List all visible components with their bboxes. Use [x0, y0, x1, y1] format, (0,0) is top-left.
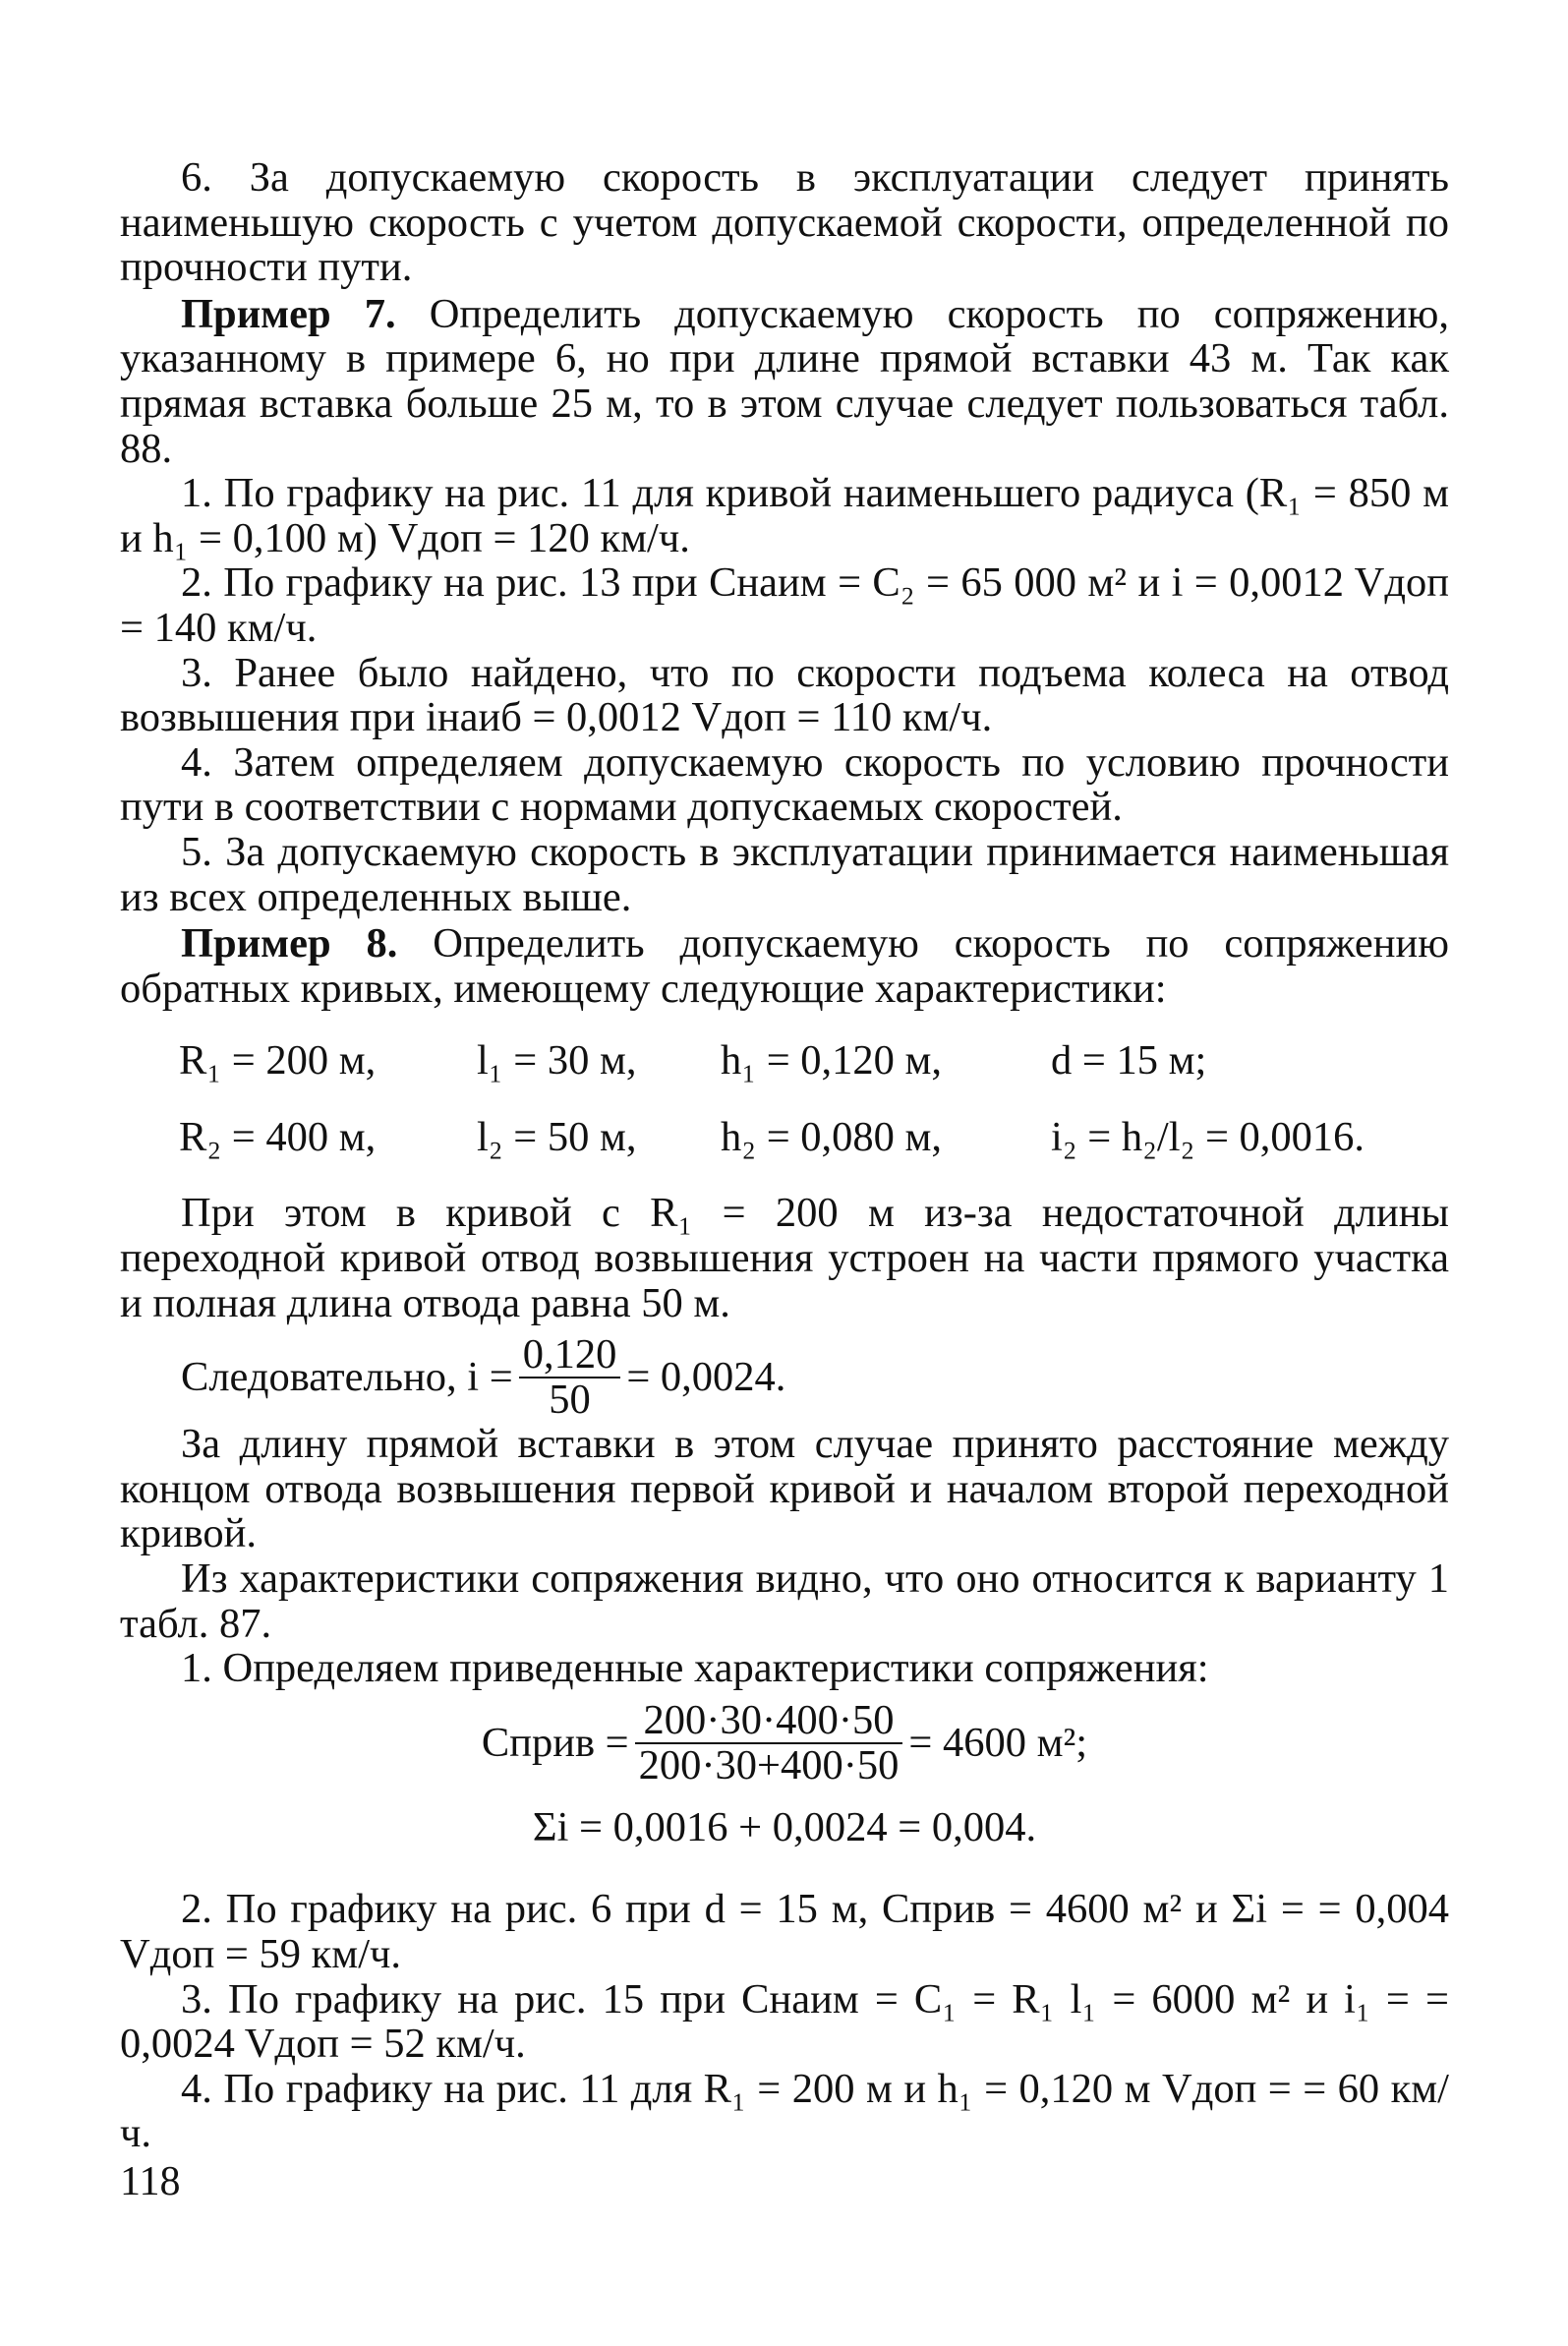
- example-8-label: Пример 8.: [181, 920, 398, 968]
- paragraph-variant: Из характеристики сопряжения видно, что оно относится к варианту 1 табл. 87.: [120, 1555, 1449, 1647]
- consequence-denominator: 50: [549, 1377, 591, 1424]
- cpriv-result: = 4600 м²;: [908, 1720, 1088, 1767]
- param-h2: h₂ = 0,080 м,: [721, 1113, 943, 1160]
- consequence-fraction: [519, 1333, 621, 1422]
- param-r2: R₂ = 400 м,: [179, 1113, 377, 1160]
- step-5: 5. За допускаемую скорость в эксплуатации принимается наименьшая из всех определенных выше.: [120, 828, 1449, 920]
- parameters-row-2: [120, 1115, 1449, 1160]
- result-step-4: 4. По графику на рис. 11 для R₁ = 200 м и h₁ = 0,120 м Vдоп = = 60 км/ч.: [120, 2065, 1449, 2157]
- example-7-text: Определить допускаемую скорость по сопряжению, указанному в примере 6, но при длине прямой вставки 43 м. Так как прямая вставка больше 25 м, то в этом случае следует пользоваться табл. 88.: [120, 290, 1449, 472]
- param-h1: h₁ = 0,120 м,: [721, 1037, 943, 1085]
- param-d: d = 15 м;: [1051, 1037, 1207, 1085]
- step-3: 3. Ранее было найдено, что по скорости подъема колеса на отвод возвышения при iнаиб = 0,0012 Vдоп = 110 км/ч.: [120, 649, 1449, 741]
- cpriv-lhs: Cприв =: [481, 1720, 629, 1767]
- result-step-2: 2. По графику на рис. 6 при d = 15 м, Cприв = 4600 м² и Σi = = 0,004 Vдоп = 59 км/ч.: [120, 1886, 1449, 1977]
- paragraph-determine: 1. Определяем приведенные характеристики сопряжения:: [181, 1645, 1209, 1692]
- cpriv-denominator: 200·30+400·50: [638, 1741, 900, 1789]
- param-r1: R₁ = 200 м,: [179, 1037, 377, 1085]
- example-8-text: Определить допускаемую скорость по сопряжению обратных кривых, имеющему следующие характеристики:: [120, 920, 1449, 1012]
- consequence-result: = 0,0024.: [626, 1354, 786, 1401]
- example-7-label: Пример 7.: [181, 290, 396, 337]
- step-4: 4. Затем определяем допускаемую скорость по условию прочности пути в соответствии с нормами допускаемых скоростей.: [120, 738, 1449, 831]
- step-2: 2. По графику на рис. 13 при Cнаим = C₂ = 65 000 м² и i = 0,0012 Vдоп = 140 км/ч.: [120, 559, 1449, 651]
- page-number: 118: [120, 2159, 181, 2204]
- step-1: 1. По графику на рис. 11 для кривой наименьшего радиуса (R₁ = 850 м и h₁ = 0,100 м) Vдоп = 120 км/ч.: [120, 470, 1449, 561]
- param-l1: l₁ = 30 м,: [477, 1037, 637, 1085]
- parameters-row-1: [120, 1038, 1449, 1084]
- cpriv-formula: [120, 1696, 1449, 1789]
- example-8: [120, 921, 1449, 1011]
- param-i2: i₂ = h₂/l₂ = 0,0016.: [1051, 1113, 1365, 1160]
- consequence-numerator: 0,120: [519, 1333, 621, 1378]
- paragraph-insert-length: За длину прямой вставки в этом случае принято расстояние между концом отвода возвышения первой кривой и началом второй переходной кривой.: [120, 1421, 1449, 1557]
- result-step-3: 3. По графику на рис. 15 при Cнаим = C₁ = R₁ l₁ = 6000 м² и i₁ = = 0,0024 Vдоп = 52 км/ч.: [120, 1975, 1449, 2068]
- paragraph-curve: При этом в кривой с R₁ = 200 м из-за недостаточной длины переходной кривой отвод возвышения устроен на части прямого участка и полная длина отвода равна 50 м.: [120, 1190, 1449, 1326]
- consequence-prefix: Следовательно, i =: [181, 1354, 513, 1401]
- paragraph-rule-6: 6. За допускаемую скорость в эксплуатации следует принять наименьшую скорость с учетом допускаемой скорости, определенной по прочности пути.: [120, 154, 1449, 291]
- page-text: [120, 155, 1449, 2156]
- cpriv-numerator: 200·30·400·50: [635, 1699, 903, 1744]
- sum-i-formula: Σi = 0,0016 + 0,0024 = 0,004.: [532, 1803, 1037, 1850]
- param-l2: l₂ = 50 м,: [477, 1113, 637, 1160]
- consequence-formula: [120, 1333, 1449, 1422]
- example-7: [120, 292, 1449, 471]
- cpriv-fraction: [635, 1696, 903, 1789]
